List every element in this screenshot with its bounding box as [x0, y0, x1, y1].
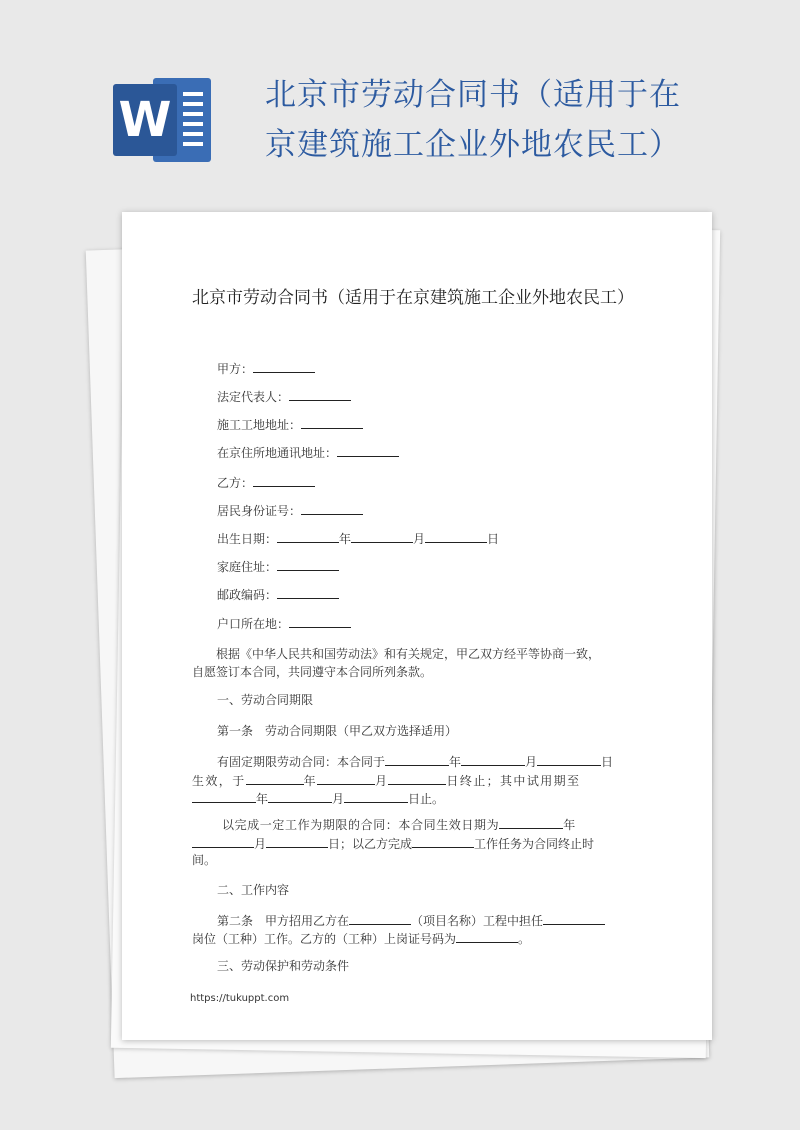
- header: [0, 0, 800, 220]
- field-household: 户口所在地：: [217, 615, 351, 632]
- word-document-icon: [113, 78, 213, 162]
- source-url[interactable]: https://tukuppt.com: [190, 993, 290, 1004]
- field-id-number: 居民身份证号：: [217, 502, 363, 519]
- task-term-line-1: 以完成一定工作为期限的合同：本合同生效日期为 年: [222, 818, 576, 832]
- section-heading-3: 三、劳动保护和劳动条件: [217, 959, 350, 973]
- article-2-line-1: 第二条 甲方招用乙方在 （项目名称）工程中担任: [217, 912, 605, 929]
- field-party-a: 甲方：: [217, 360, 315, 377]
- field-legal-rep: 法定代表人：: [217, 388, 351, 405]
- intro-paragraph: 根据《中华人民共和国劳动法》和有关规定，甲乙双方经平等协商一致， 自愿签订本合同，共同遵守本合同所列条款。: [192, 647, 601, 679]
- task-term-line-3: 间。: [192, 853, 217, 867]
- field-beijing-address: 在京住所地通讯地址：: [217, 444, 399, 461]
- field-home-address: 家庭住址：: [217, 558, 339, 575]
- task-term-line-2: 月 日；以乙方完成 工作任务为合同终止时: [192, 835, 594, 852]
- field-birth-date: 出生日期： 年 月 日: [217, 532, 500, 546]
- word-icon-letter: W: [113, 84, 177, 156]
- field-site-address: 施工工地地址：: [217, 416, 363, 433]
- section-heading-1: 一、劳动合同期限: [217, 693, 314, 707]
- article-1-heading: 第一条 劳动合同期限（甲乙双方选择适用）: [217, 724, 458, 738]
- field-party-b: 乙方：: [217, 474, 315, 491]
- fixed-term-line-3: 年 月 日止。: [192, 790, 444, 807]
- field-postal-code: 邮政编码：: [217, 586, 339, 603]
- page-title: 北京市劳动合同书（适用于在京建筑施工企业外地农民工）: [265, 77, 681, 163]
- document-title: 北京市劳动合同书（适用于在京建筑施工企业外地农民工）: [192, 288, 634, 308]
- section-heading-2: 二、工作内容: [217, 883, 290, 897]
- document-page: [122, 212, 712, 1040]
- article-2-line-2: 岗位（工种）工作。乙方的（工种）上岗证号码为 。: [192, 932, 531, 946]
- fixed-term-line-2: 生效，于 年 月 日终止；其中试用期至: [192, 774, 581, 788]
- fixed-term-line-1: 有固定期限劳动合同：本合同于 年 月 日: [217, 755, 614, 769]
